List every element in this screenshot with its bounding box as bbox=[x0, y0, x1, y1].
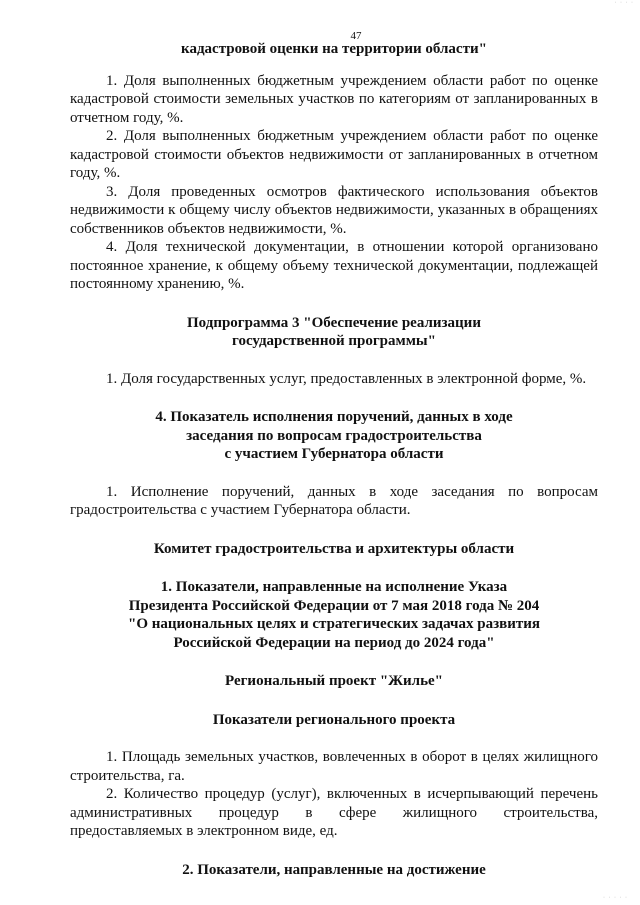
regional-project-heading: Региональный проект "Жилье" bbox=[225, 673, 443, 689]
list-item: 1. Доля выполненных бюджетным учреждением области работ по оценке кадастровой стоимости земельных участков по категориям от запланированных в отчетном году, %. bbox=[70, 72, 598, 126]
heading-line: 1. Показатели, направленные на исполнение Указа bbox=[160, 579, 508, 595]
heading-line: Президента Российской Федерации от 7 мая 2018 года № 204 bbox=[128, 597, 540, 614]
subprogram3-item: 1. Доля государственных услуг, предоставленных в электронной форме, %. bbox=[106, 370, 587, 387]
indicators1-heading bbox=[70, 578, 598, 652]
regional-indicators-heading: Показатели регионального проекта bbox=[212, 711, 456, 728]
heading-line: государственной программы" bbox=[232, 333, 436, 349]
indicators2-heading: 2. Показатели, направленные на достижение bbox=[182, 861, 486, 878]
regional-indicators-list bbox=[70, 748, 598, 841]
cadastral-indicators-list bbox=[70, 72, 598, 294]
list-item: 1. Площадь земельных участков, вовлеченных в оборот в целях жилищного строительства, га. bbox=[70, 749, 598, 784]
heading-line: "О национальных целях и стратегических задачах развития bbox=[128, 616, 540, 632]
indicator4-item: 1. Исполнение поручений, данных в ходе заседания по вопросам градостроительства с участием Губернатора области. bbox=[70, 483, 598, 518]
list-item: 3. Доля проведенных осмотров фактического использования объектов недвижимости к общему числу объектов недвижимости, указанных в обращениях собственников объектов недвижимости, %. bbox=[70, 183, 598, 237]
page-number: 47 bbox=[350, 30, 362, 42]
list-item: 2. Доля выполненных бюджетным учреждением области работ по оценке кадастровой стоимости объектов недвижимости от запланированных в отчетном году, %. bbox=[70, 128, 598, 181]
indicator4-heading bbox=[70, 408, 598, 464]
list-item: 4. Доля технической документации, в отношении которой организовано постоянное хранение, к общему объему технической документации, подлежащей постоянному хранению, %. bbox=[70, 239, 598, 292]
heading-line: Подпрограмма 3 "Обеспечение реализации bbox=[187, 314, 481, 331]
scan-mark-bottom: · · · · · bbox=[603, 895, 628, 901]
page-content bbox=[70, 40, 598, 879]
list-item: 2. Количество процедур (услуг), включенных в исчерпывающий перечень административных процедур в сфере жилищного строительства, предоставляемых в электронном виде, ед. bbox=[70, 786, 598, 839]
committee-heading: Комитет градостроительства и архитектуры области bbox=[153, 540, 515, 557]
heading-line: 4. Показатель исполнения поручений, данных в ходе bbox=[155, 409, 513, 425]
heading-line: с участием Губернатора области bbox=[224, 446, 444, 462]
subprogram3-heading bbox=[70, 314, 598, 351]
heading-line: Российской Федерации на период до 2024 года" bbox=[173, 634, 495, 651]
heading-line: заседания по вопросам градостроительства bbox=[186, 427, 482, 444]
scan-mark-top: · · · · bbox=[614, 0, 634, 6]
section-heading-cadastral: кадастровой оценки на территории области" bbox=[181, 41, 487, 57]
